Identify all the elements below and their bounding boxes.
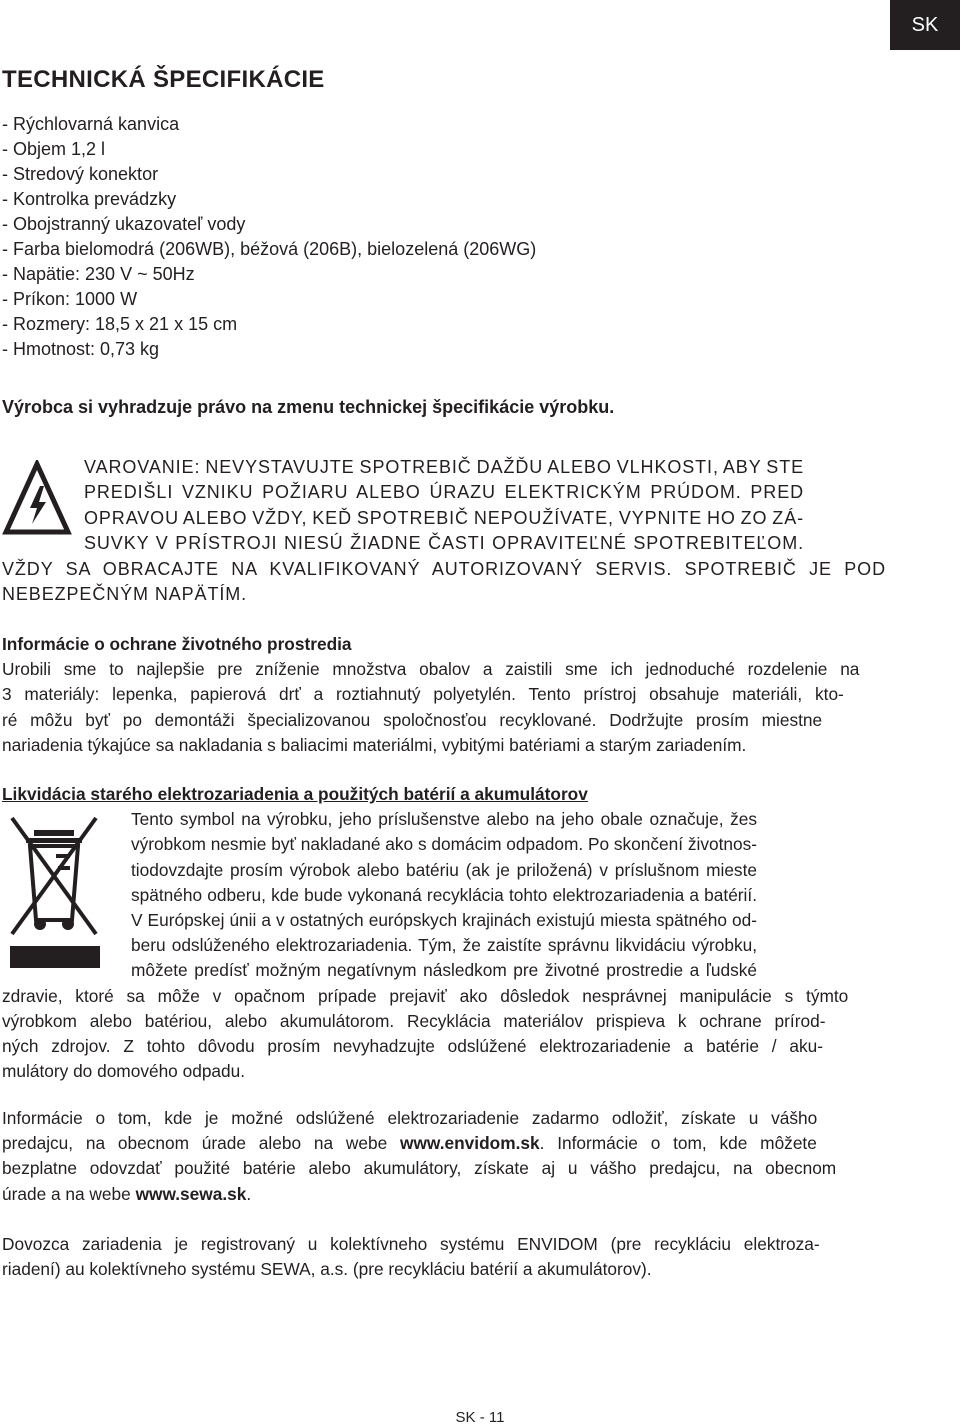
warning-line: OPRAVOU ALEBO VŽDY, KEĎ SPOTREBIČ NEPOUŽÍVATE, VYPNITE HO ZO ZÁ- [84, 507, 804, 528]
collection-info [2, 1106, 886, 1207]
paragraph-line: mulátory do domového odpadu. [2, 1061, 246, 1082]
text-segment: predajcu, na obecnom úrade alebo na webe [2, 1133, 401, 1154]
sewa-link[interactable]: www.sewa.sk [135, 1183, 247, 1204]
list-item: - Príkon: 1000 W [2, 289, 138, 309]
list-item: - Obojstranný ukazovateľ vody [2, 214, 246, 234]
paragraph-line [2, 1131, 886, 1156]
paragraph-line: riadení) au kolektívneho systému SEWA, a.s. (pre recykláciu batérií a akumulátorov). [2, 1259, 652, 1280]
warning-line: SUVKY V PRÍSTROJI NIESÚ ŽIADNE ČASTI OPRAVITEĽNÉ SPOTREBITEĽOM. [84, 533, 804, 554]
list-item: - Stredový konektor [2, 164, 159, 184]
paragraph-line: bezplatne odovzdať použité batérie alebo akumulátory, získate aj u vášho predajcu, na obecnom [2, 1158, 837, 1179]
paragraph-line: môžete predísť možným negatívnym následkom pre životné prostredie a ľudské [131, 960, 757, 981]
paragraph-line: V Európskej únii a v ostatných európskych krajinách existujú miesta spätného od- [131, 910, 757, 931]
text-segment: úrade a na webe [2, 1183, 136, 1204]
warning-line: NEBEZPEČNÝM NAPÄTÍM. [2, 584, 248, 605]
paragraph-line: beru odslúženého elektrozariadenia. Tým, že zaistíte správnu likvidáciu výrobku, [131, 935, 757, 956]
list-item: - Objem 1,2 l [2, 139, 106, 159]
paragraph-line: Urobili sme to najlepšie pre zníženie množstva obalov a zaistili sme ich jednoduché rozdelenie na [2, 659, 860, 680]
warning-line: NEVYSTAVUJTE SPOTREBIČ DAŽĎU ALEBO VLHKOSTI, ABY STE [200, 457, 804, 477]
paragraph-line [2, 1182, 886, 1207]
page-title: TECHNICKÁ ŠPECIFIKÁCIE [2, 66, 325, 93]
page-number: SK - 11 [455, 1409, 505, 1426]
paragraph-line: tiodovzdajte prosím výrobok alebo batériu (ak je priložená) v príslušnom mieste [131, 859, 757, 880]
list-item: - Hmotnost: 0,73 kg [2, 339, 160, 359]
spec-list [2, 112, 536, 362]
reserve-note: Výrobca si vyhradzuje právo na zmenu technickej špecifikácie výrobku. [2, 397, 615, 417]
paragraph-line: Informácie o tom, kde je možné odslúžené elektrozariadenie zadarmo odložiť, získate u vášho [2, 1108, 818, 1128]
paragraph-line: 3 materiály: lepenka, papierová drť a roztiahnutý polyetylén. Tento prístroj obsahuje materiáli, kto- [2, 684, 844, 705]
warning-line: PREDIŠLI VZNIKU POŽIARU ALEBO ÚRAZU ELEKTRICKÝM PRÚDOM. PRED [84, 482, 804, 503]
language-tab: SK [890, 0, 960, 50]
paragraph-line: Dovozca zariadenia je registrovaný u kolektívneho systému ENVIDOM (pre recykláciu elektroza- [2, 1234, 820, 1254]
envidom-link[interactable]: www.envidom.sk [400, 1133, 540, 1154]
list-item: - Kontrolka prevádzky [2, 189, 177, 209]
paragraph-line: zdravie, ktoré sa môže v opačnom prípade prejaviť ako dôsledok nesprávnej manipulácie s týmto [2, 985, 849, 1006]
paragraph-line: výrobkom nesmie byť nakladané ako s domácim odpadom. Po skončení životnos- [131, 834, 757, 855]
warning-label: VAROVANIE: [84, 457, 201, 477]
paragraph-line: výrobkom alebo batériou, alebo akumulátorom. Recyklácia materiálov prispieva k ochrane prírod- [2, 1010, 826, 1031]
paragraph-line: ré môžu byť po demontáži špecializovanou spoločnosťou recyklované. Dodržujte prosím miestne [2, 709, 823, 730]
paragraph-line: ných zdrojov. Z tohto dôvodu prosím nevyhadzujte odslúžené elektrozariadenie a batérie / aku- [2, 1036, 823, 1057]
paragraph-line: nariadenia týkajúce sa nakladania s baliacimi materiálmi, vybitými batériami a starým zariadením. [2, 734, 747, 755]
importer-info [2, 1232, 886, 1282]
list-item: - Rýchlovarná kanvica [2, 114, 180, 134]
paragraph-line: spätného odberu, kde bude vykonaná recyklácia tohto elektrozariadenia a batérií. [131, 884, 757, 905]
warning-block [2, 455, 886, 607]
disposal-section [2, 782, 886, 1084]
list-item: - Farba bielomodrá (206WB), béžová (206B), bielozelená (206WG) [2, 239, 537, 259]
environment-heading: Informácie o ochrane životného prostredia [2, 634, 352, 654]
text-segment: . [246, 1183, 252, 1204]
paragraph-line: Tento symbol na výrobku, jeho príslušenstve alebo na jeho obale označuje, žes [131, 809, 757, 830]
warning-line: VŽDY SA OBRACAJTE NA KVALIFIKOVANÝ AUTORIZOVANÝ SERVIS. SPOTREBIČ JE POD [2, 558, 886, 579]
environment-section [2, 632, 886, 758]
list-item: - Rozmery: 18,5 x 21 x 15 cm [2, 314, 238, 334]
disposal-heading: Likvidácia starého elektrozariadenia a použitých batérií a akumulátorov [2, 784, 588, 804]
list-item: - Napätie: 230 V ~ 50Hz [2, 264, 195, 284]
text-segment: . Informácie o tom, kde môžete [539, 1133, 817, 1154]
